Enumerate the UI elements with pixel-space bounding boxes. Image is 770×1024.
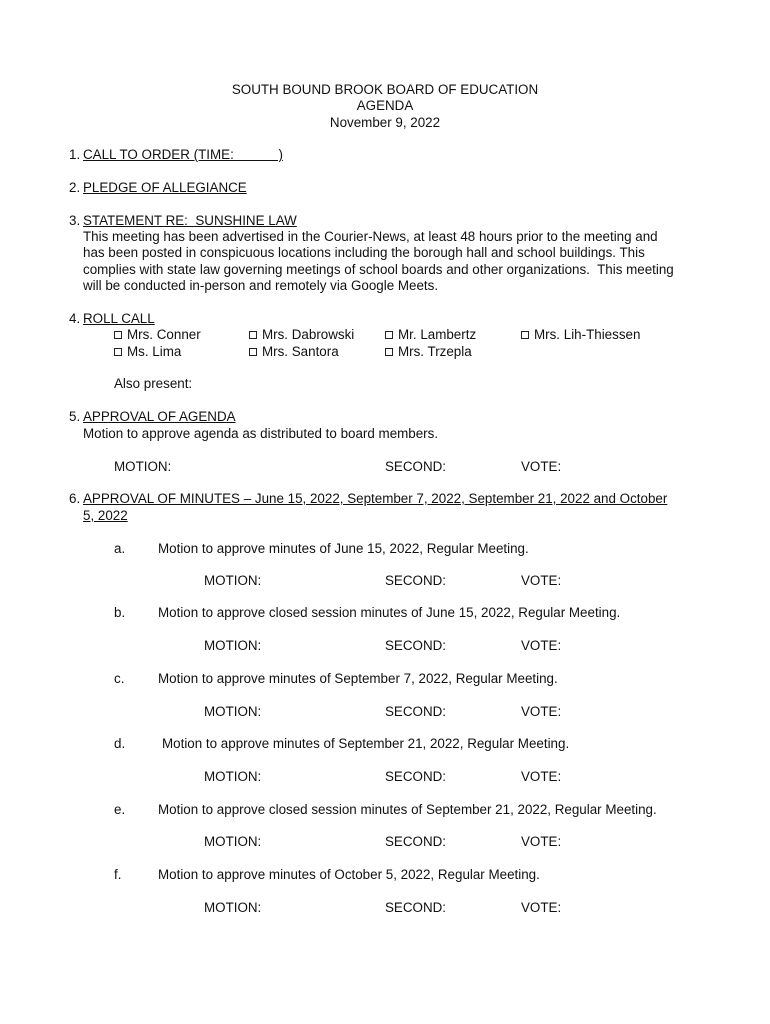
sunshine-text-line: has been posted in conspicuous locations including the borough hall and school buildings. This bbox=[83, 245, 645, 260]
item-3-number: 3. bbox=[69, 213, 81, 228]
roll-call-member[interactable]: Mrs. Conner bbox=[114, 327, 201, 344]
sub-item-letter: b. bbox=[114, 605, 126, 620]
agenda-title: AGENDA bbox=[356, 98, 414, 113]
motion-label: MOTION: bbox=[204, 638, 262, 653]
sub-item-text: Motion to approve closed session minutes of June 15, 2022, Regular Meeting. bbox=[158, 605, 621, 620]
second-label: SECOND: bbox=[385, 704, 447, 719]
item-1-title: CALL TO ORDER (TIME: ) bbox=[83, 147, 283, 162]
motion-label: MOTION: bbox=[204, 573, 262, 588]
motion-label: MOTION: bbox=[204, 769, 262, 784]
board-title: SOUTH BOUND BROOK BOARD OF EDUCATION bbox=[231, 82, 539, 97]
checkbox-icon bbox=[249, 348, 257, 356]
second-label: SECOND: bbox=[385, 900, 447, 915]
sub-item-text: Motion to approve minutes of October 5, 2022, Regular Meeting. bbox=[158, 867, 540, 882]
item-6-title: APPROVAL OF MINUTES – June 15, 2022, September 7, 2022, September 21, 2022 and October bbox=[83, 491, 668, 506]
sunshine-text-line: complies with state law governing meetings of school boards and other organizations. This meeting bbox=[83, 262, 674, 277]
sub-item-text: Motion to approve minutes of September 7, 2022, Regular Meeting. bbox=[158, 671, 558, 686]
roll-call-member[interactable]: Mrs. Lih-Thiessen bbox=[521, 327, 640, 344]
item-2-title: PLEDGE OF ALLEGIANCE bbox=[83, 180, 247, 195]
sub-item-letter: c. bbox=[114, 671, 125, 686]
checkbox-icon bbox=[385, 331, 393, 339]
item-2-number: 2. bbox=[69, 180, 81, 195]
second-label: SECOND: bbox=[385, 459, 447, 474]
sunshine-text-line: will be conducted in-person and remotely via Google Meets. bbox=[83, 278, 439, 293]
roll-call-member[interactable]: Mrs. Dabrowski bbox=[249, 327, 354, 344]
sub-item-text: Motion to approve minutes of September 21, 2022, Regular Meeting. bbox=[162, 736, 570, 751]
item-5-text: Motion to approve agenda as distributed to board members. bbox=[83, 426, 439, 441]
sunshine-text-line: This meeting has been advertised in the Courier-News, at least 48 hours prior to the meeting and bbox=[83, 229, 658, 244]
sub-item-text: Motion to approve minutes of June 15, 2022, Regular Meeting. bbox=[158, 541, 529, 556]
item-3-title: STATEMENT RE: SUNSHINE LAW bbox=[83, 213, 297, 228]
motion-label: MOTION: bbox=[204, 834, 262, 849]
roll-call-member[interactable]: Mr. Lambertz bbox=[385, 327, 476, 344]
checkbox-icon bbox=[249, 331, 257, 339]
sub-item-letter: d. bbox=[114, 736, 126, 751]
meeting-date: November 9, 2022 bbox=[329, 115, 441, 130]
vote-label: VOTE: bbox=[521, 573, 562, 588]
item-4-title: ROLL CALL bbox=[83, 311, 155, 326]
vote-label: VOTE: bbox=[521, 459, 562, 474]
checkbox-icon bbox=[114, 331, 122, 339]
item-6-title-cont: 5, 2022 bbox=[83, 508, 128, 523]
second-label: SECOND: bbox=[385, 638, 447, 653]
sub-item-text: Motion to approve closed session minutes of September 21, 2022, Regular Meeting. bbox=[158, 802, 657, 817]
sub-item-letter: e. bbox=[114, 802, 126, 817]
item-4-number: 4. bbox=[69, 311, 81, 326]
motion-label: MOTION: bbox=[204, 900, 262, 915]
vote-label: VOTE: bbox=[521, 769, 562, 784]
item-5-number: 5. bbox=[69, 409, 81, 424]
checkbox-icon bbox=[114, 348, 122, 356]
vote-label: VOTE: bbox=[521, 834, 562, 849]
roll-call-member[interactable]: Ms. Lima bbox=[114, 344, 181, 361]
checkbox-icon bbox=[521, 331, 529, 339]
roll-call-member[interactable]: Mrs. Santora bbox=[249, 344, 339, 361]
vote-label: VOTE: bbox=[521, 638, 562, 653]
vote-label: VOTE: bbox=[521, 704, 562, 719]
second-label: SECOND: bbox=[385, 834, 447, 849]
motion-label: MOTION: bbox=[204, 704, 262, 719]
sub-item-letter: a. bbox=[114, 541, 126, 556]
item-6-number: 6. bbox=[69, 491, 81, 506]
vote-label: VOTE: bbox=[521, 900, 562, 915]
item-5-title: APPROVAL OF AGENDA bbox=[83, 409, 236, 424]
motion-label: MOTION: bbox=[114, 459, 172, 474]
sub-item-letter: f. bbox=[114, 867, 122, 882]
second-label: SECOND: bbox=[385, 573, 447, 588]
item-1-number: 1. bbox=[69, 147, 81, 162]
second-label: SECOND: bbox=[385, 769, 447, 784]
roll-call-member[interactable]: Mrs. Trzepla bbox=[385, 344, 472, 361]
checkbox-icon bbox=[385, 348, 393, 356]
also-present-label: Also present: bbox=[114, 376, 193, 391]
